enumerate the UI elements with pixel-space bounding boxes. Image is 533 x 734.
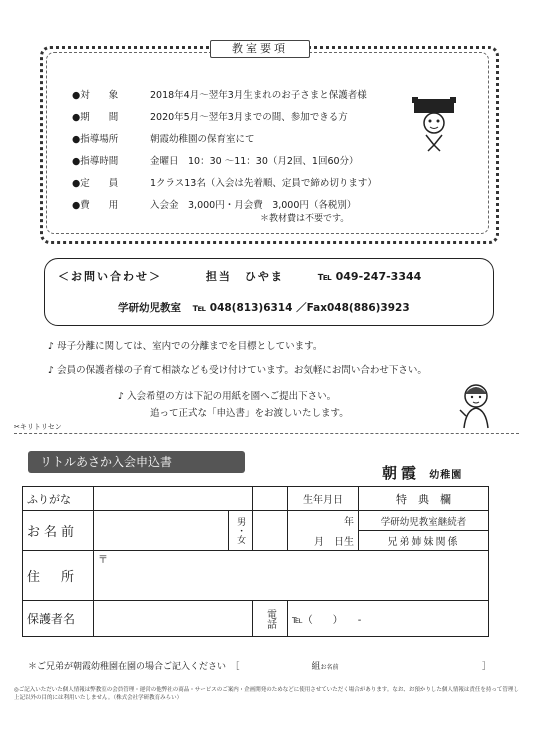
detail-label: ●期 間 (72, 112, 119, 123)
contact-heading: ＜お問い合わせ＞ (58, 270, 162, 283)
contact-person: 担当 ひやま (205, 270, 284, 283)
detail-value: 2018年4月～翌年3月生まれのお子さまと保護者様 (150, 90, 367, 101)
detail-value: 朝霞幼稚園の保育室にて (150, 134, 255, 145)
detail-label: ●指導時間 (72, 156, 119, 167)
info-line: ♪ 母子分離に関しては、室内での分離までを目標としています。 (48, 341, 323, 352)
phone-field[interactable]: ℡（ ） - (288, 601, 489, 637)
school-name (382, 462, 462, 483)
detail-label: ●定 員 (72, 178, 119, 189)
detail-row (72, 153, 359, 167)
guardian-label: 保護者名 (23, 601, 94, 637)
birth-month-day[interactable]: 月 日生 (288, 531, 359, 551)
blank-cell (253, 511, 288, 551)
fee-note: ＊教材費は不要です。 (260, 214, 350, 224)
application-form (22, 486, 489, 637)
info-line: ♪ 入会希望の方は下記の用紙を園へご提出下さい。 (118, 391, 337, 402)
furigana-label: ふりがな (23, 487, 94, 511)
gender-select[interactable]: 男・女 (229, 511, 253, 551)
detail-value: 1クラス13名（入会は先着順、定員で締め切ります） (150, 178, 377, 189)
detail-label: ●指導場所 (72, 134, 119, 145)
detail-value: 金曜日 10：30 ～11：30（月2回、1回60分） (150, 156, 359, 167)
info-line: 追って正式な「申込書」をお渡しいたします。 (150, 408, 349, 419)
phone-label: 電話 (253, 601, 288, 637)
sibling-note-suffix: お名前 (320, 664, 339, 671)
birth-label: 生年月日 (288, 487, 359, 511)
detail-value: 2020年5月～翌年3月までの間、参加できる方 (150, 112, 348, 123)
name-label: お名前 (23, 511, 94, 551)
detail-value: 入会金 3,000円・月会費 3,000円（各税別） (150, 200, 357, 211)
cut-label: ✂キリトリセン (14, 423, 62, 431)
address-field[interactable] (94, 551, 489, 601)
sibling-note (28, 659, 339, 672)
privacy-note: ◎ご記入いただいた個人情報は弊教室の会員管理・運営の他弊社の商品・サービスのご案内・企画開発のためなどに使用させていただく場合があります。なお、お預かりした個人情報は責任を持って管理し上記以外の目的には利用いたしません。（株式会社学研教育みらい） (14, 687, 519, 701)
detail-row (72, 87, 367, 101)
detail-row (72, 109, 348, 123)
sibling-note-close: ］ (482, 662, 492, 672)
privilege-header: 特 典 欄 (359, 487, 489, 511)
postal-mark: 〒 (98, 555, 108, 566)
birth-year[interactable]: 年 (288, 511, 359, 531)
detail-row (72, 175, 377, 189)
mascot-icon (410, 95, 458, 153)
detail-label: ●費 用 (72, 200, 119, 211)
contact-tel: ℡ 049-247-3344 (317, 270, 422, 283)
blank-cell (253, 487, 288, 511)
detail-row (72, 197, 356, 211)
furigana-field[interactable] (94, 487, 253, 511)
cut-line (14, 433, 519, 434)
sibling-note-text: ＊ご兄弟が朝霞幼稚園在園の場合ご記入ください ［ 組 (28, 662, 321, 672)
school-name-suffix: 幼稚園 (429, 470, 463, 481)
privilege-option-sibling[interactable]: 兄弟姉妹関係 (359, 531, 489, 551)
girl-illustration-icon (452, 380, 498, 430)
school-name-main: 朝霞 (382, 464, 421, 482)
privilege-option-continuing[interactable]: 学研幼児教室継続者 (359, 511, 489, 531)
section-title: 教室要項 (210, 40, 310, 58)
form-title: リトルあさか入会申込書 (28, 451, 245, 473)
detail-label: ●対 象 (72, 90, 119, 101)
detail-row (72, 131, 255, 145)
contact-org-line (118, 300, 410, 315)
name-field[interactable] (94, 511, 229, 551)
info-line: ♪ 会員の保護者様の子育て相談なども受け付けています。お気軽にお問い合わせ下さい。 (48, 365, 427, 376)
contact-line (58, 268, 421, 284)
contact-org: 学研幼児教室 (118, 302, 181, 314)
address-label: 住 所 (23, 551, 94, 601)
guardian-field[interactable] (94, 601, 253, 637)
contact-org-tel: ℡ 048(813)6314 ／Fax048(886)3923 (192, 302, 410, 314)
